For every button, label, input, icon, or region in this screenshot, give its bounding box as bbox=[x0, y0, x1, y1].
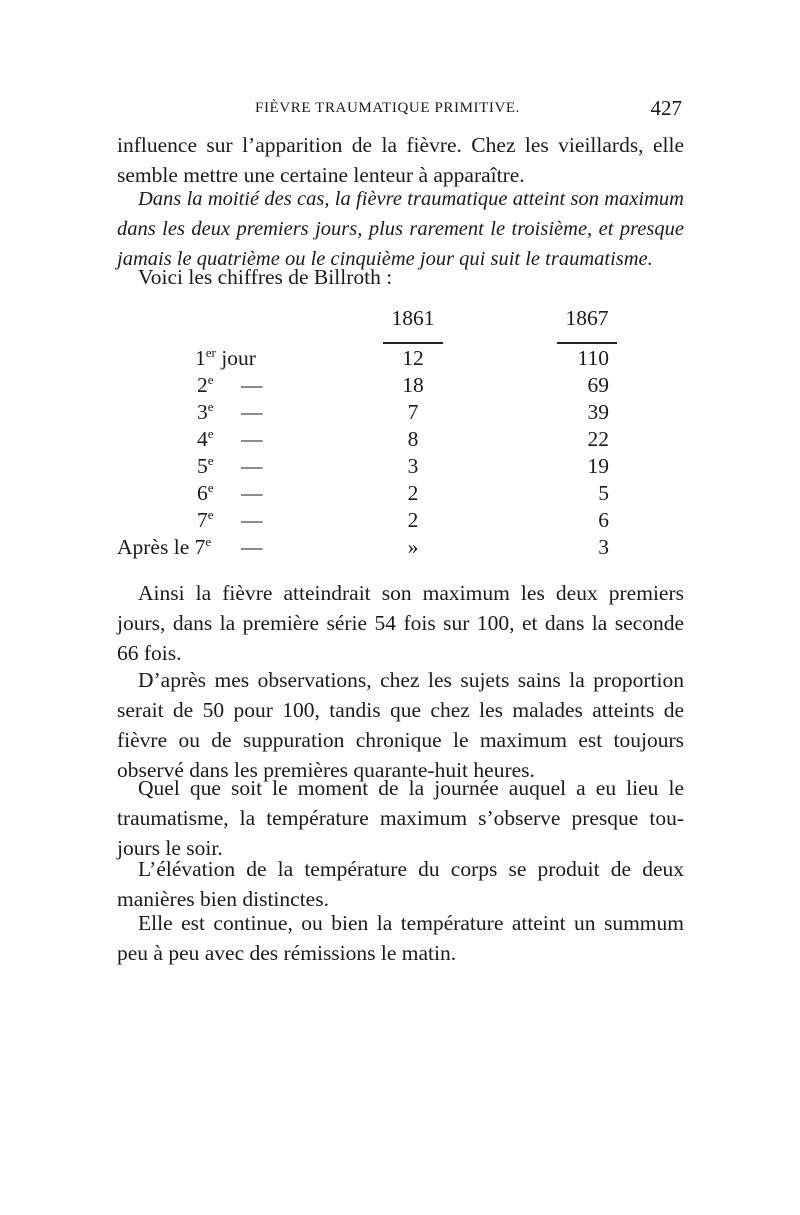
table-row bbox=[117, 373, 684, 400]
text-line: semble mettre une certaine lenteur à apparaître. bbox=[117, 163, 525, 187]
ditto-dash: — bbox=[241, 400, 263, 424]
value-1867: 3 bbox=[598, 535, 609, 559]
paragraph-moment bbox=[117, 773, 684, 863]
table-row bbox=[117, 508, 684, 535]
column-rule bbox=[557, 342, 617, 344]
text-line: jours le soir. bbox=[117, 836, 223, 860]
ditto-dash: — bbox=[241, 427, 263, 451]
value-1867: 69 bbox=[587, 373, 609, 397]
page-number: 427 bbox=[650, 96, 682, 120]
ditto-dash: — bbox=[241, 508, 263, 532]
running-head bbox=[117, 96, 682, 122]
row-label: Après le 7e bbox=[117, 533, 212, 559]
paragraph-elevation bbox=[117, 854, 684, 914]
table-row bbox=[117, 346, 684, 373]
value-1867: 110 bbox=[577, 346, 609, 370]
value-1861: 12 bbox=[402, 346, 424, 370]
text-line: Dans la moitié des cas, la fièvre traumatique atteint son maximum bbox=[138, 188, 684, 210]
value-1867: 5 bbox=[598, 481, 609, 505]
paragraph-billroth bbox=[117, 262, 684, 292]
text-line: traumatisme, la température maximum s’observe presque tou- bbox=[117, 806, 684, 830]
value-1867: 39 bbox=[587, 400, 609, 424]
table-row bbox=[117, 427, 684, 454]
paragraph-maximum bbox=[117, 578, 684, 668]
text-line: dans les deux premiers jours, plus rarement le troisième, et presque bbox=[117, 218, 684, 240]
paragraph-intro bbox=[117, 130, 684, 190]
text-line: peu à peu avec des rémissions le matin. bbox=[117, 941, 457, 965]
column-header-1867: 1867 bbox=[565, 306, 609, 330]
ditto-dash: — bbox=[241, 454, 263, 478]
paragraph-continue bbox=[117, 908, 684, 968]
row-label: 7e bbox=[197, 506, 214, 532]
text-line: L’élévation de la température du corps se produit de deux bbox=[138, 857, 684, 881]
ditto-dash: — bbox=[241, 535, 263, 559]
text-line: jours, dans la première série 54 fois sur 100, et dans la seconde bbox=[117, 611, 684, 635]
paragraph-observations bbox=[117, 665, 684, 785]
column-header-1861: 1861 bbox=[391, 306, 435, 330]
text-line: fièvre ou de suppuration chronique le maximum est toujours bbox=[117, 728, 684, 752]
text-line: 66 fois. bbox=[117, 641, 182, 665]
text-line: Elle est continue, ou bien la température atteint un summum bbox=[138, 911, 684, 935]
text-line: jamais le quatrième ou le cinquième jour qui suit le traumatisme. bbox=[117, 248, 653, 270]
table-row bbox=[117, 535, 684, 562]
column-rule bbox=[383, 342, 443, 344]
value-1861: » bbox=[407, 535, 419, 559]
value-1861: 2 bbox=[407, 481, 419, 505]
text-line: observé dans les premières quarante-huit heures. bbox=[117, 758, 535, 782]
row-label: 4e bbox=[197, 425, 214, 451]
table-row bbox=[117, 400, 684, 427]
text-line: Voici les chiffres de Billroth : bbox=[138, 265, 393, 289]
text-line: Quel que soit le moment de la journée auquel a eu lieu le bbox=[138, 776, 684, 800]
text-line: Ainsi la fièvre atteindrait son maximum les deux premiers bbox=[138, 581, 684, 605]
text-line: serait de 50 pour 100, tandis que chez les malades atteints de bbox=[117, 698, 684, 722]
row-label: 6e bbox=[197, 479, 214, 505]
ditto-dash: — bbox=[241, 481, 263, 505]
text-line: manières bien distinctes. bbox=[117, 887, 329, 911]
row-label: 3e bbox=[197, 398, 214, 424]
value-1867: 22 bbox=[587, 427, 609, 451]
row-label: 2e bbox=[197, 371, 214, 397]
value-1867: 19 bbox=[587, 454, 609, 478]
billroth-table bbox=[117, 306, 684, 566]
text-line: influence sur l’apparition de la fièvre. Chez les vieillards, elle bbox=[117, 133, 684, 157]
value-1867: 6 bbox=[598, 508, 609, 532]
table-row bbox=[117, 481, 684, 508]
ditto-dash: — bbox=[241, 373, 263, 397]
value-1861: 3 bbox=[407, 454, 419, 478]
value-1861: 18 bbox=[402, 373, 424, 397]
row-label: 1er jour bbox=[195, 344, 256, 370]
value-1861: 2 bbox=[407, 508, 419, 532]
paragraph-italic bbox=[117, 184, 684, 274]
running-title: FIÈVRE TRAUMATIQUE PRIMITIVE. bbox=[255, 100, 521, 116]
row-label: 5e bbox=[197, 452, 214, 478]
value-1861: 8 bbox=[407, 427, 419, 451]
text-line: D’après mes observations, chez les sujets sains la proportion bbox=[138, 668, 684, 692]
table-row bbox=[117, 454, 684, 481]
value-1861: 7 bbox=[407, 400, 419, 424]
